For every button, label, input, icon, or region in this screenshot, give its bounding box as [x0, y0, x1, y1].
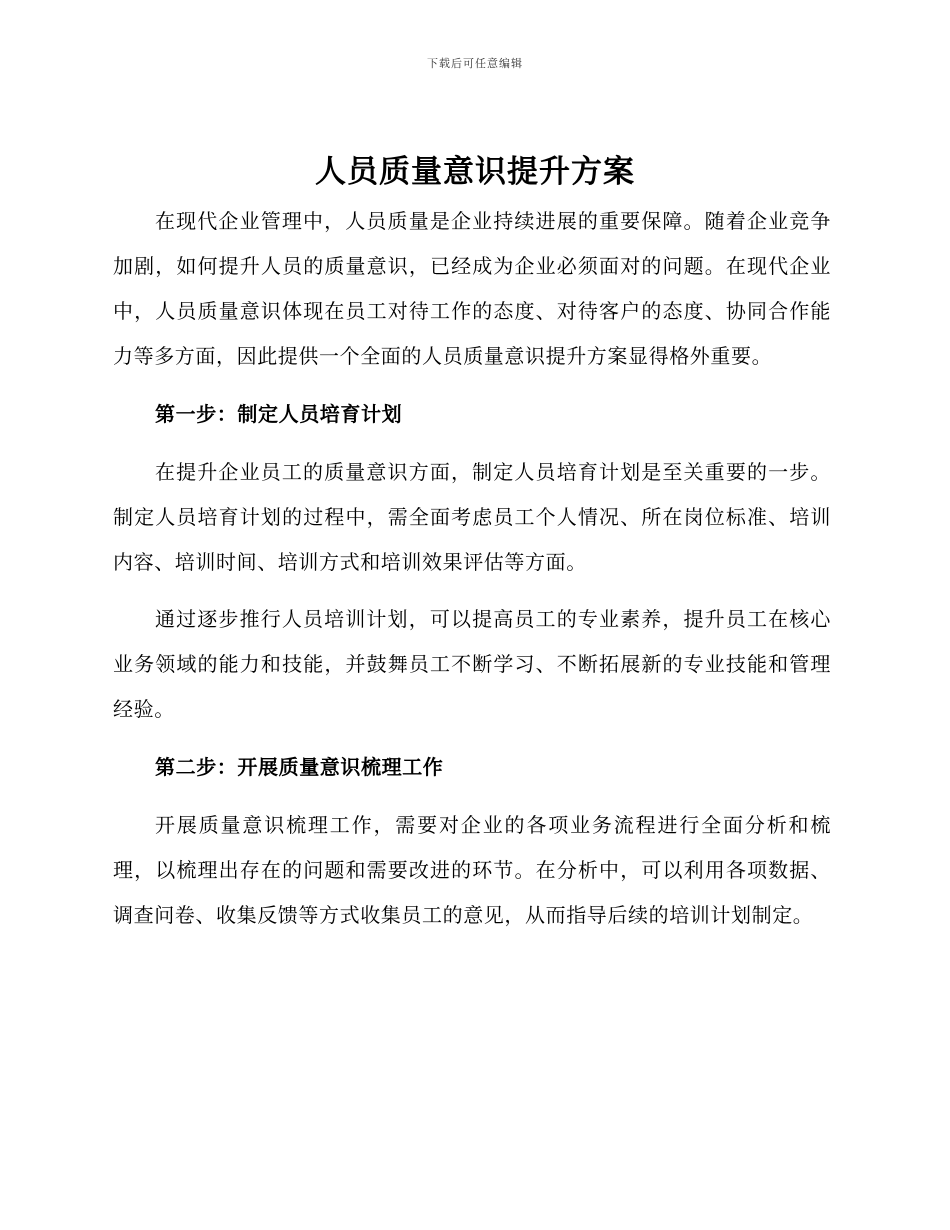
section-heading-step-2: 第二步：开展质量意识梳理工作 [155, 755, 444, 779]
section-1-paragraph-2: 通过逐步推行人员培训计划，可以提高员工的专业素养，提升员工在核心业务领域的能力和技能，并鼓舞员工不断学习、不断拓展新的专业技能和管理经验。 [113, 607, 831, 721]
section-2-paragraph-1: 开展质量意识梳理工作，需要对企业的各项业务流程进行全面分析和梳理，以梳理出存在的问题和需要改进的环节。在分析中，可以利用各项数据、调查问卷、收集反馈等方式收集员工的意见，从而指导后续的培训计划制定。 [113, 813, 831, 927]
section-1-paragraph-1: 在提升企业员工的质量意识方面，制定人员培育计划是至关重要的一步。制定人员培育计划的过程中，需全面考虑员工个人情况、所在岗位标准、培训内容、培训时间、培训方式和培训效果评估等方面。 [113, 460, 831, 574]
intro-paragraph: 在现代企业管理中，人员质量是企业持续进展的重要保障。随着企业竞争加剧，如何提升人员的质量意识，已经成为企业必须面对的问题。在现代企业中，人员质量意识体现在员工对待工作的态度、对待客户的态度、协同合作能力等多方面，因此提供一个全面的人员质量意识提升方案显得格外重要。 [113, 209, 831, 368]
document-body [113, 199, 831, 938]
document-title: 人员质量意识提升方案 [315, 154, 635, 190]
header-note: 下载后可任意编辑 [427, 57, 523, 70]
section-heading-step-1: 第一步：制定人员培育计划 [155, 402, 403, 426]
